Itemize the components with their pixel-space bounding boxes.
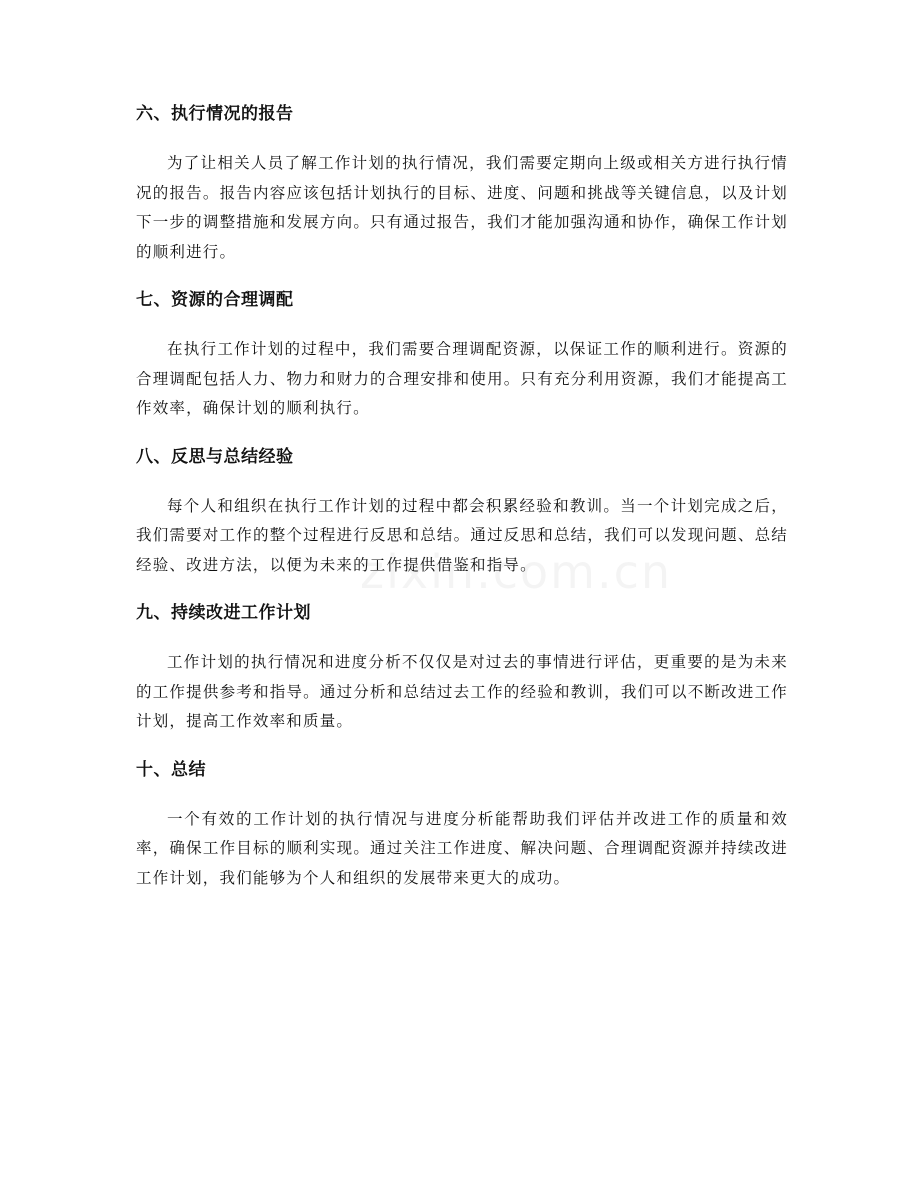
section-report bbox=[136, 102, 788, 267]
section-reflection bbox=[136, 445, 788, 581]
section-paragraph: 在执行工作计划的过程中，我们需要合理调配资源，以保证工作的顺利进行。资源的合理调配包括人力、物力和财力的合理安排和使用。只有充分利用资源，我们才能提高工作效率，确保计划的顺利执行。 bbox=[136, 340, 788, 417]
section-summary bbox=[136, 758, 788, 894]
section-heading: 十、总结 bbox=[136, 759, 206, 780]
section-heading: 九、持续改进工作计划 bbox=[136, 603, 311, 623]
section-heading: 七、资源的合理调配 bbox=[136, 290, 294, 310]
section-heading: 六、执行情况的报告 bbox=[136, 104, 294, 124]
document-page bbox=[136, 102, 788, 914]
section-paragraph: 每个人和组织在执行工作计划的过程中都会积累经验和教训。当一个计划完成之后，我们需要对工作的整个过程进行反思和总结。通过反思和总结，我们可以发现问题、总结经验、改进方法，以便为未来的工作提供借鉴和指导。 bbox=[136, 496, 788, 574]
section-paragraph: 工作计划的执行情况和进度分析不仅仅是对过去的事情进行评估，更重要的是为未来的工作提供参考和指导。通过分析和总结过去工作的经验和教训，我们可以不断改进工作计划，提高工作效率和质量。 bbox=[136, 653, 788, 730]
section-improvement bbox=[136, 601, 788, 737]
section-resources bbox=[136, 288, 788, 424]
section-heading: 八、反思与总结经验 bbox=[136, 446, 294, 467]
section-paragraph: 一个有效的工作计划的执行情况与进度分析能帮助我们评估并改进工作的质量和效率，确保工作目标的顺利实现。通过关注工作进度、解决问题、合理调配资源并持续改进工作计划，我们能够为个人和组织的发展带来更大的成功。 bbox=[136, 809, 788, 887]
section-paragraph: 为了让相关人员了解工作计划的执行情况，我们需要定期向上级或相关方进行执行情况的报告。报告内容应该包括计划执行的目标、进度、问题和挑战等关键信息，以及计划下一步的调整措施和发展方向。只有通过报告，我们才能加强沟通和协作，确保工作计划的顺利进行。 bbox=[136, 154, 788, 261]
